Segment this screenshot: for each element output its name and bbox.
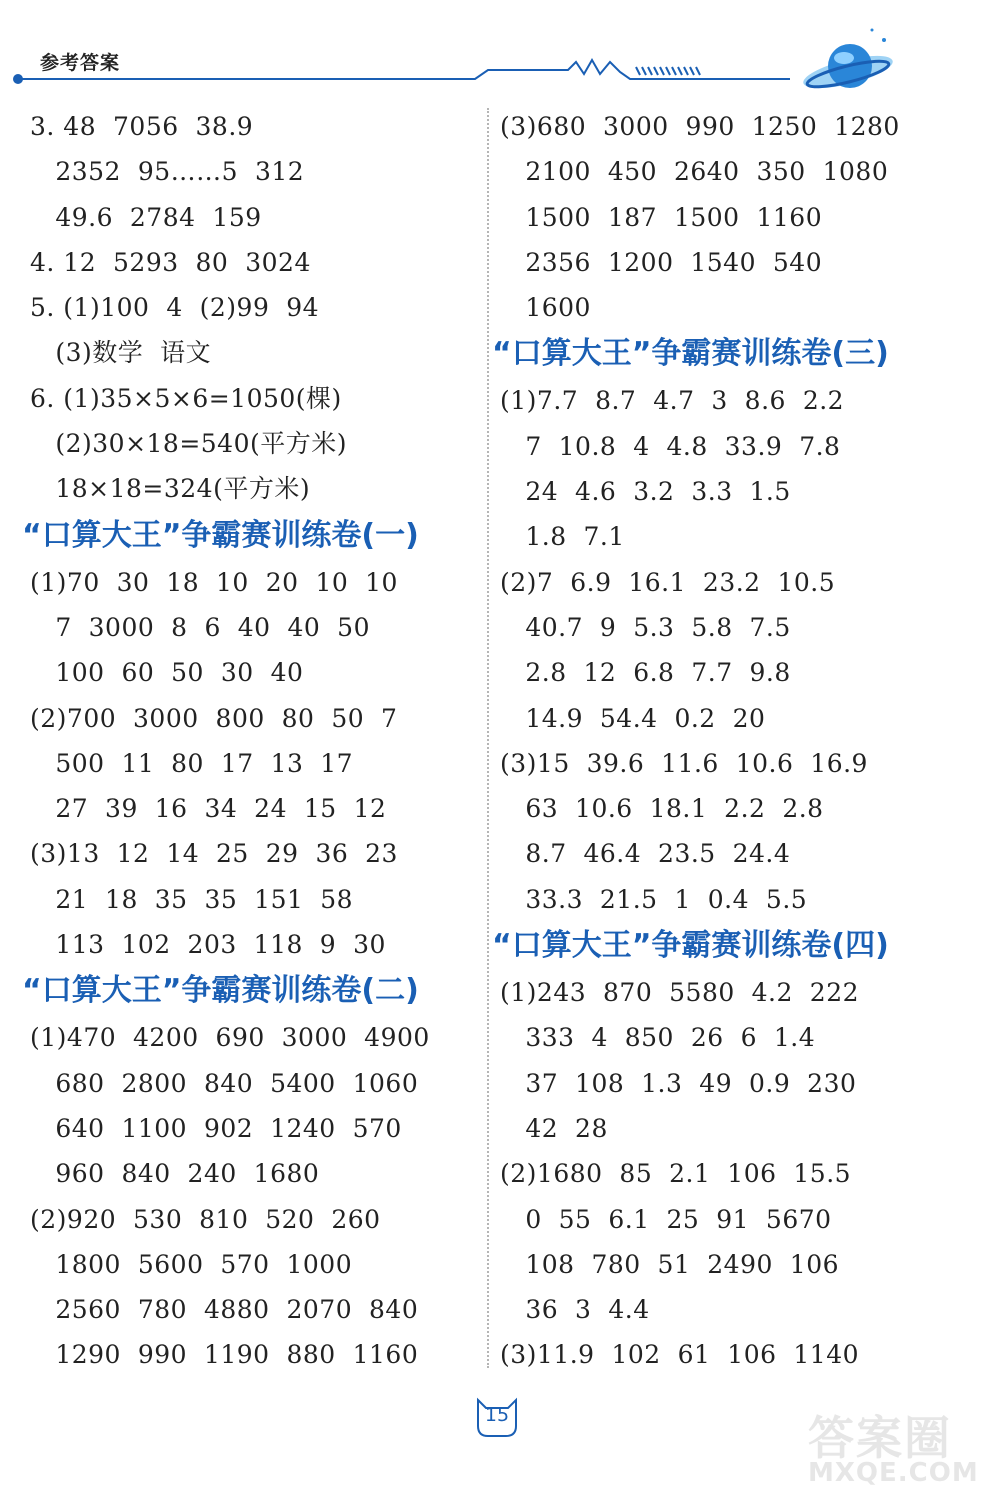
header-decoration <box>0 0 1000 100</box>
answer-line: (2)700 3000 800 80 50 7 <box>30 703 398 733</box>
answer-line: (3)680 3000 990 1250 1280 <box>500 112 900 141</box>
answer-line: 500 11 80 17 13 17 <box>30 748 354 778</box>
answer-line: 640 1100 902 1240 570 <box>30 1113 402 1143</box>
left-column <box>22 104 485 1378</box>
column-divider <box>487 108 489 1368</box>
answer-line: (3)15 39.6 11.6 10.6 16.9 <box>500 748 868 778</box>
answer-line: 333 4 850 26 6 1.4 <box>500 1023 816 1053</box>
right-column <box>492 104 970 1378</box>
answer-line: (1)243 870 5580 4.2 222 <box>500 978 860 1008</box>
answer-line: 18×18=324(平方米) <box>30 474 311 504</box>
answer-line: 4. 12 5293 80 3024 <box>30 247 311 277</box>
answer-line: 8.7 46.4 23.5 24.4 <box>500 839 791 869</box>
answer-line: 33.3 21.5 1 0.4 5.5 <box>500 884 808 914</box>
answer-line: 37 108 1.3 49 0.9 230 <box>500 1068 857 1098</box>
answer-line: 2100 450 2640 350 1080 <box>500 157 889 187</box>
answer-line: (2)30×18=540(平方米) <box>30 429 347 459</box>
answer-line: 42 28 <box>500 1113 608 1143</box>
answer-line: 1800 5600 570 1000 <box>30 1249 353 1279</box>
answer-line: (2)1680 85 2.1 106 15.5 <box>500 1159 852 1189</box>
answer-line: 3. 48 7056 38.9 <box>30 112 254 141</box>
answer-line: 36 3 4.4 <box>500 1295 650 1325</box>
answer-line: (2)7 6.9 16.1 23.2 10.5 <box>500 567 836 597</box>
answer-line: 7 3000 8 6 40 40 50 <box>30 612 370 642</box>
answer-line: 0 55 6.1 25 91 5670 <box>500 1204 832 1234</box>
hatch-marks <box>636 67 700 75</box>
answer-line: 2.8 12 6.8 7.7 9.8 <box>500 658 791 688</box>
section-heading: “口算大王”争霸赛训练卷(二) <box>22 973 419 1009</box>
answer-line: 1600 <box>500 293 591 323</box>
answer-line: 1290 990 1190 880 1160 <box>30 1340 419 1370</box>
watermark: 答案圈 <box>808 1411 952 1465</box>
answer-line: 100 60 50 30 40 <box>30 658 304 688</box>
answer-line: 5. (1)100 4 (2)99 94 <box>30 293 320 323</box>
answer-line: 2356 1200 1540 540 <box>500 247 823 277</box>
planet-icon <box>800 29 895 95</box>
answer-line: 2560 780 4880 2070 840 <box>30 1295 419 1325</box>
answer-line: 7 10.8 4 4.8 33.9 7.8 <box>500 431 841 461</box>
answer-line: 113 102 203 118 9 30 <box>30 930 386 960</box>
answer-line: (1)70 30 18 10 20 10 10 <box>30 567 398 597</box>
answer-line: 14.9 54.4 0.2 20 <box>500 703 766 733</box>
answer-line: (3)11.9 102 61 106 1140 <box>500 1340 860 1370</box>
answer-line: 24 4.6 3.2 3.3 1.5 <box>500 477 791 507</box>
answer-line: (1)7.7 8.7 4.7 3 8.6 2.2 <box>500 386 845 416</box>
answer-line: 680 2800 840 5400 1060 <box>30 1068 419 1098</box>
answer-line: 63 10.6 18.1 2.2 2.8 <box>500 794 824 824</box>
answer-line: (1)470 4200 690 3000 4900 <box>30 1023 430 1053</box>
section-heading: “口算大王”争霸赛训练卷(三) <box>492 336 889 372</box>
answer-line: 960 840 240 1680 <box>30 1159 320 1189</box>
page-number-badge <box>472 1396 522 1438</box>
answer-line: 1500 187 1500 1160 <box>500 202 823 232</box>
watermark-site: MXQE.COM <box>808 1458 979 1488</box>
answer-line: 40.7 9 5.3 5.8 7.5 <box>500 612 791 642</box>
answer-line: 108 780 51 2490 106 <box>500 1249 840 1279</box>
page-number: 15 <box>484 1404 510 1426</box>
answer-line: 1.8 7.1 <box>500 522 625 552</box>
answer-line: 6. (1)35×5×6=1050(棵) <box>30 383 342 413</box>
answer-line: (3)数学 语文 <box>30 338 212 368</box>
header-title: 参考答案 <box>40 52 121 74</box>
page-header <box>0 0 1000 100</box>
section-heading: “口算大王”争霸赛训练卷(一) <box>22 517 419 553</box>
section-heading: “口算大王”争霸赛训练卷(四) <box>492 928 889 964</box>
answer-line: 49.6 2784 159 <box>30 202 262 232</box>
answer-line: (3)13 12 14 25 29 36 23 <box>30 839 398 869</box>
answer-line: 2352 95……5 312 <box>30 157 305 187</box>
answer-line: 27 39 16 34 24 15 12 <box>30 794 387 824</box>
answer-line: (2)920 530 810 520 260 <box>30 1204 381 1234</box>
answer-line: 21 18 35 35 151 58 <box>30 884 354 914</box>
